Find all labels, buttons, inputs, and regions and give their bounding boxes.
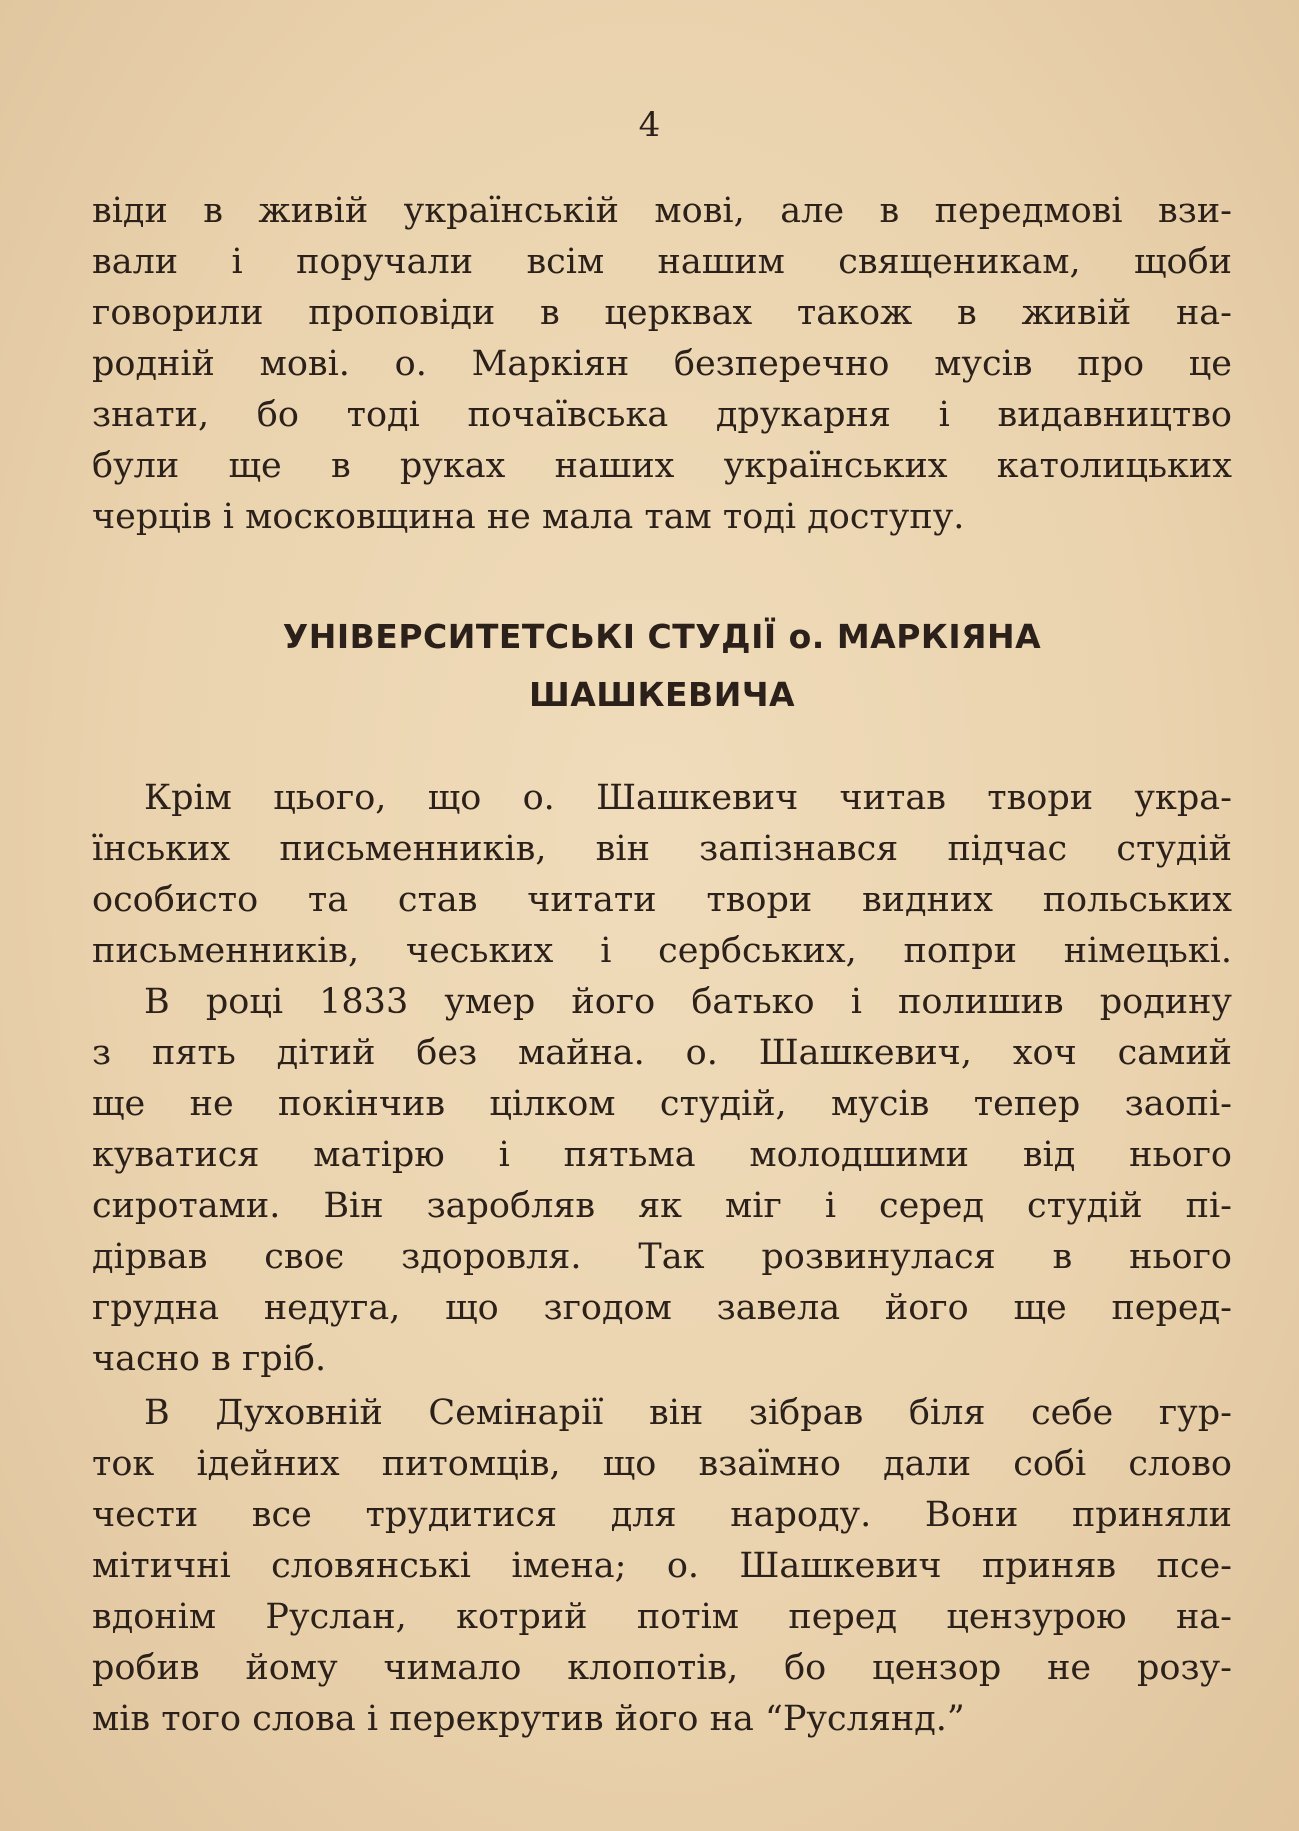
text-line: віди в живій українській мові, але в передмові взи- xyxy=(92,191,1232,231)
text-line: ще не покінчив цілком студій, мусів тепер заопі- xyxy=(92,1084,1232,1124)
text-line: з пять дітий без майна. о. Шашкевич, хоч самий xyxy=(92,1033,1232,1073)
intro-paragraph xyxy=(92,186,1232,543)
heading-line: УНІВЕРСИТЕТСЬКІ СТУДІЇ о. МАРКІЯНА xyxy=(282,617,1042,656)
paragraph xyxy=(92,977,1232,1385)
text-line: сиротами. Він заробляв як міг і серед студій пі- xyxy=(92,1186,1232,1226)
text-line: В Духовній Семінарії він зібрав біля себе гур- xyxy=(144,1393,1232,1433)
text-line: часно в гріб. xyxy=(92,1339,327,1379)
paragraph xyxy=(92,1388,1232,1745)
text-line: вали і поручали всім нашим священикам, щоби xyxy=(92,242,1232,282)
text-line: В році 1833 умер його батько і полишив родину xyxy=(144,982,1232,1022)
text-line: куватися матірю і пятьма молодшими від нього xyxy=(92,1135,1232,1175)
text-line: знати, бо тоді почаївська друкарня і видавництво xyxy=(92,395,1232,435)
page-number: 4 xyxy=(638,105,661,145)
text-line: родній мові. о. Маркіян безперечно мусів про це xyxy=(92,344,1232,384)
text-line: їнських письменників, він запізнався підчас студій xyxy=(92,829,1232,869)
text-line: вдонім Руслан, котрий потім перед цензурою на- xyxy=(92,1597,1232,1637)
text-line: мів того слова і перекрутив його на “Руслянд.” xyxy=(92,1699,965,1739)
heading-line: ШАШКЕВИЧА xyxy=(528,675,796,714)
paragraph xyxy=(92,773,1232,977)
text-line: Крім цього, що о. Шашкевич читав твори укра- xyxy=(144,778,1232,818)
text-line: особисто та став читати твори видних польських xyxy=(92,880,1232,920)
text-line: робив йому чимало клопотів, бо цензор не розу- xyxy=(92,1648,1232,1688)
text-line: грудна недуга, що згодом завела його ще перед- xyxy=(92,1288,1232,1328)
text-line: говорили проповіди в церквах також в живій на- xyxy=(92,293,1232,333)
text-line: мітичні словянські імена; о. Шашкевич приняв псе- xyxy=(92,1546,1232,1586)
text-line: письменників, чеських і сербських, попри німецькі. xyxy=(92,931,1232,971)
text-line: ток ідейних питомців, що взаїмно дали собі слово xyxy=(92,1444,1232,1484)
text-line: чести все трудитися для народу. Вони приняли xyxy=(92,1495,1232,1535)
text-line: дірвав своє здоровля. Так розвинулася в нього xyxy=(92,1237,1232,1277)
text-line: були ще в руках наших українських католицьких xyxy=(92,446,1232,486)
section-heading xyxy=(92,608,1232,724)
text-line: черців і московщина не мала там тоді доступу. xyxy=(92,497,965,537)
